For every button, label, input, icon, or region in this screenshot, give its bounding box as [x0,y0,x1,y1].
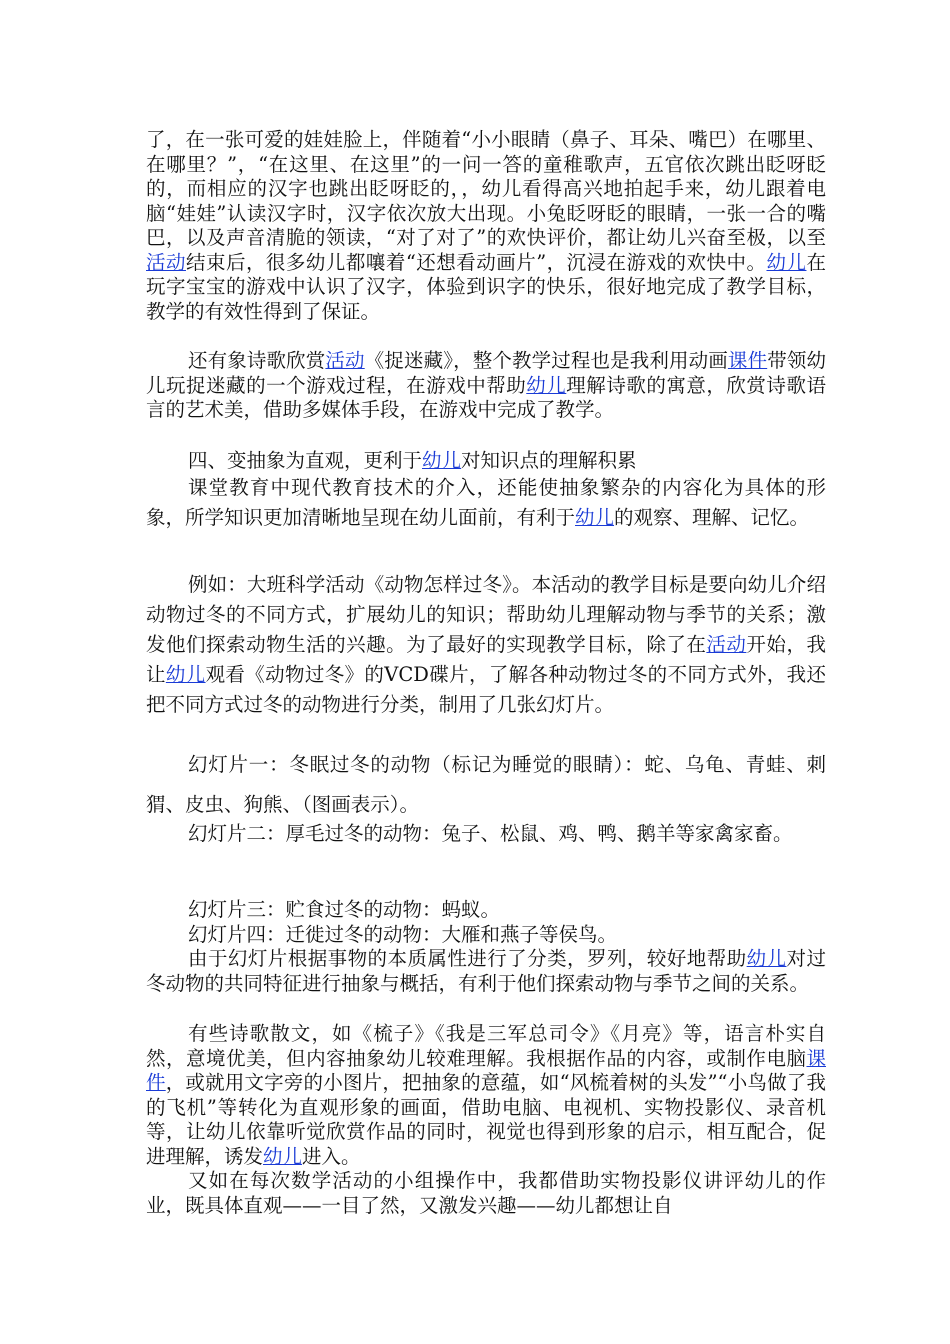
slide-3-text: 幻灯片三：贮食过冬的动物：蚂蚁。 [188,898,501,921]
paragraph-5: 由于幻灯片根据事物的本质属性进行了分类，罗列，较好地帮助幼儿对过冬动物的共同特征进行抽象与概括，有利于他们探索动物与季节之间的关系。 [146,947,826,995]
link-child[interactable]: 幼儿 [263,1144,303,1168]
link-courseware[interactable]: 课件 [727,349,768,372]
slide-4-text: 幻灯片四：迁徙过冬的动物：大雁和燕子等侯鸟。 [188,923,618,946]
slide-1-text: 幻灯片一：冬眠过冬的动物（标记为睡觉的眼睛）：蛇、乌龟、青蛙、刺猬、皮虫、狗熊、（图画表示）。 [146,753,826,816]
paragraph-2: 还有象诗歌欣赏活动《捉迷藏》，整个教学过程也是我利用动画课件带领幼儿玩捉迷藏的一个游戏过程，在游戏中帮助幼儿理解诗歌的寓意，欣赏诗歌语言的艺术美，借助多媒体手段，在游戏中完成了教学。 [146,349,826,421]
paragraph-6: 有些诗歌散文，如《梳子》《我是三军总司令》《月亮》等，语言朴实自然，意境优美，但内容抽象幼儿较难理解。我根据作品的内容，或制作电脑课件，或就用文字旁的小图片，把抽象的意蕴，如“风梳着树的头发”“小鸟做了我的飞机”等转化为直观形象的画面，借助电脑、电视机、实物投影仪、录音机等，让幼儿依靠听觉欣赏作品的同时，视觉也得到形象的启示，相互配合，促进理解，诱发幼儿进入。 [146,1022,826,1168]
paragraph-3: 课堂教育中现代教育技术的介入，还能使抽象繁杂的内容化为具体的形象，所学知识更加清晰地呈现在幼儿面前，有利于幼儿的观察、理解、记忆。 [146,476,826,529]
link-activity[interactable]: 活动 [325,349,365,372]
link-child[interactable]: 幼儿 [575,506,615,529]
link-child[interactable]: 幼儿 [165,663,206,686]
paragraph-4: 例如：大班科学活动《动物怎样过冬》。本活动的教学目标是要向幼儿介绍动物过冬的不同方式，扩展幼儿的知识；帮助幼儿理解动物与季节的关系；激发他们探索动物生活的兴趣。为了最好的实现教学目标，除了在活动开始，我让幼儿观看《动物过冬》的VCD碟片，了解各种动物过冬的不同方式外，我还把不同方式过冬的动物进行分类，制用了几张幻灯片。 [146,573,826,716]
link-activity[interactable]: 活动 [706,633,747,656]
link-child[interactable]: 幼儿 [766,250,807,274]
slide-2-text: 幻灯片二：厚毛过冬的动物：兔子、松鼠、鸡、鸭、鹅羊等家禽家畜。 [188,822,793,845]
link-child[interactable]: 幼儿 [526,373,567,397]
link-child[interactable]: 幼儿 [422,449,462,472]
link-activity[interactable]: 活动 [146,250,186,274]
section-heading-4: 四、变抽象为直观，更利于幼儿对知识点的理解积累 [188,449,637,472]
link-child[interactable]: 幼儿 [746,947,787,970]
paragraph-7: 又如在每次数学活动的小组操作中，我都借助实物投影仪讲评幼儿的作业，既具体直观——一目了然，又激发兴趣——幼儿都想让自 [146,1169,826,1217]
link-courseware[interactable]: 课件 [146,1046,826,1094]
paragraph-1: 了，在一张可爱的娃娃脸上，伴随着“小小眼睛（鼻子、耳朵、嘴巴）在哪里、在哪里？”，“在这里、在这里”的一问一答的童稚歌声，五官依次跳出眨呀眨的，而相应的汉字也跳出眨呀眨的，，幼儿看得高兴地拍起手来，幼儿跟着电脑“娃娃”认读汉字时，汉字依次放大出现。小兔眨呀眨的眼睛，一张一合的嘴巴，以及声音清脆的领读，“对了对了”的欢快评价，都让幼儿兴奋至极，以至活动结束后，很多幼儿都嚷着“还想看动画片”，沉浸在游戏的欢快中。幼儿在玩字宝宝的游戏中认识了汉字，体验到识字的快乐，很好地完成了教学目标，教学的有效性得到了保证。 [146,128,826,323]
